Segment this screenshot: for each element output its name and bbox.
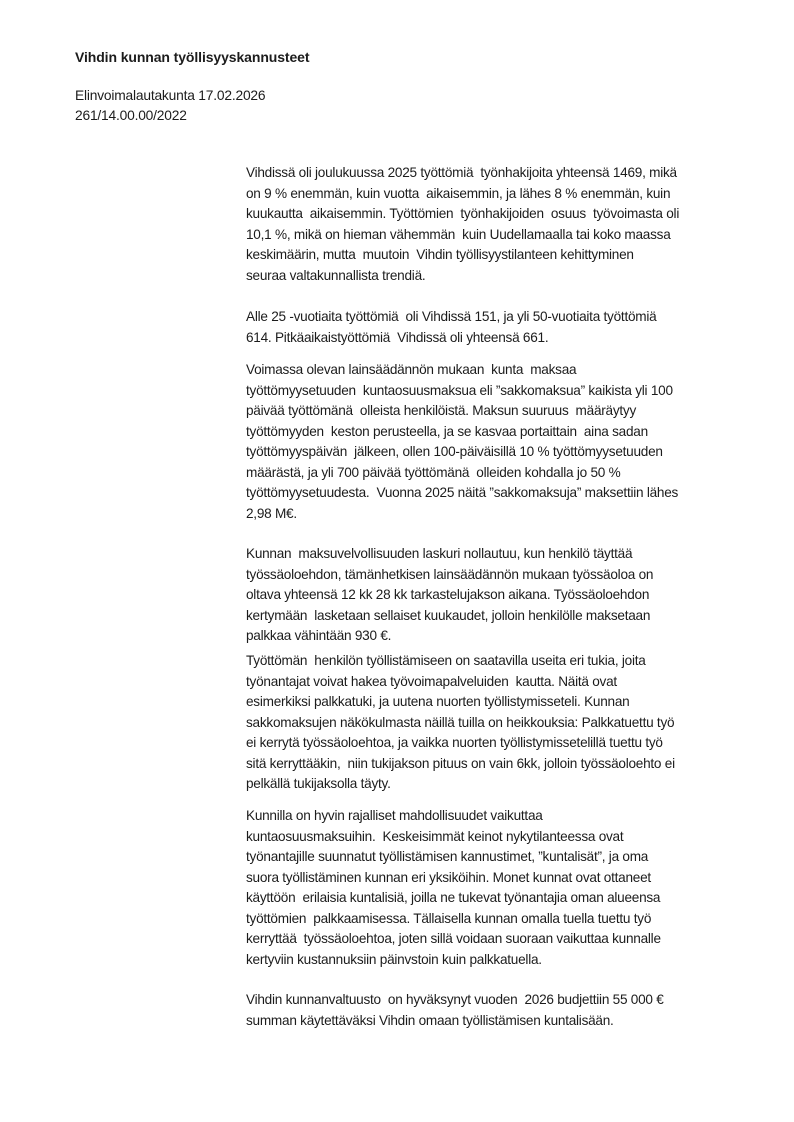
text-line: työttömyyspäivän jälkeen, ollen 100-päiväisillä 10 % työttömyysetuuden [246,444,663,459]
text-line: päivää työttömänä olleista henkilöistä. Maksun suuruus määräytyy [246,403,637,418]
text-line: palkkaa vähintään 930 €. [246,628,392,643]
page-title: Vihdin kunnan työllisyyskannusteet [75,49,310,65]
text-line: keskimäärin, mutta muutoin Vihdin työllisyystilanteen kehittyminen [246,247,634,262]
text-line: sitä kerryttääkin, niin tukijakson pituus on vain 6kk, jolloin työssäoloehto ei [246,755,675,771]
paragraph [246,806,786,970]
text-line: Kunnilla on hyvin rajalliset mahdollisuudet vaikuttaa [246,808,543,823]
text-line: Alle 25 -vuotiaita työttömiä oli Vihdissä 151, ja yli 50-vuotiaita työttömiä [246,309,657,324]
text-line: Vihdin kunnanvaltuusto on hyväksynyt vuoden 2026 budjettiin 55 000 € [246,992,664,1007]
text-line: pelkällä tukijaksolla täyty. [246,776,391,791]
text-line: on 9 % enemmän, kuin vuotta aikaisemmin, ja lähes 8 % enemmän, kuin [246,185,671,201]
text-line: kuntaosuusmaksuihin. Keskeisimmät keinot nykytilanteessa ovat [246,828,624,844]
text-line: Työttömän henkilön työllistämiseen on saatavilla useita eri tukia, joita [246,653,646,668]
text-line: kertymään lasketaan sellaiset kuukaudet, jolloin henkilölle maksetaan [246,607,651,623]
text-line: 614. Pitkäaikaistyöttömiä Vihdissä oli yhteensä 661. [246,329,549,345]
paragraph [246,360,786,524]
text-line: työttömyysetuudesta. Vuonna 2025 näitä ”sakkomaksuja” maksettiin lähes [246,485,679,500]
text-line: Voimassa olevan lainsäädännön mukaan kunta maksaa [246,362,577,377]
case-number: 261/14.00.00/2022 [75,108,187,124]
text-line: 10,1 %, mikä on hieman vähemmän kuin Uudellamaalla tai koko maassa [246,226,671,242]
text-line: Kunnan maksuvelvollisuuden laskuri nollautuu, kun henkilö täyttää [246,546,633,561]
text-line: Vihdissä oli joulukuussa 2025 työttömiä työnhakijoita yhteensä 1469, mikä [246,165,677,180]
text-line: työttömyyden keston perusteella, ja se kasvaa portaittain aina sadan [246,423,648,439]
text-line: työttömien palkkaamisessa. Tällaisella kunnan omalla tuella tuettu työ [246,910,652,926]
text-line: työnantajat voivat hakea työvoimapalveluiden kautta. Näitä ovat [246,673,617,689]
text-line: kerryttää työssäoloehtoa, joten sillä voidaan suoraan vaikuttaa kunnalle [246,931,661,946]
text-line: käyttöön erilaisia kuntalisiä, joilla ne tukevat työnantajia oman alueensa [246,890,661,905]
text-line: seuraa valtakunnallista trendiä. [246,267,426,283]
paragraph [246,990,786,1031]
committee-date-line: Elinvoimalautakunta 17.02.2026 [75,88,266,103]
text-line: suora työllistäminen kunnan eri yksiköihin. Monet kunnat ovat ottaneet [246,869,651,885]
text-line: työnantajille suunnatut työllistämisen kannustimet, ”kuntalisät”, ja oma [246,849,649,864]
paragraph [246,651,786,795]
text-line: 2,98 M€. [246,505,297,521]
paragraph [246,163,786,286]
document-meta [75,86,265,127]
text-line: sakkomaksujen näkökulmasta näillä tuilla on heikkouksia: Palkkatuettu työ [246,714,675,730]
text-line: kertyviin kustannuksiin päinvstoin kuin palkkatuella. [246,951,542,967]
text-line: oltava yhteensä 12 kk 28 kk tarkastelujakson aikana. Työssäoloehdon [246,587,650,602]
paragraph [246,307,786,348]
text-line: määrästä, ja yli 700 päivää työttömänä olleiden kohdalla jo 50 % [246,464,621,480]
paragraph [246,544,786,647]
text-line: työssäoloehdon, tämänhetkisen lainsäädännön mukaan työssäoloa on [246,566,654,582]
text-line: kuukautta aikaisemmin. Työttömien työnhakijoiden osuus työvoimasta oli [246,206,680,221]
text-line: esimerkiksi palkkatuki, ja uutena nuorten työllistymisseteli. Kunnan [246,694,630,709]
text-line: ei kerrytä työssäoloehtoa, ja vaikka nuorten työllistymissetelillä tuettu työ [246,735,663,750]
text-line: työttömyysetuuden kuntaosuusmaksua eli ”sakkomaksua” kaikista yli 100 [246,382,673,398]
text-line: summan käytettäväksi Vihdin omaan työllistämisen kuntalisään. [246,1012,614,1028]
